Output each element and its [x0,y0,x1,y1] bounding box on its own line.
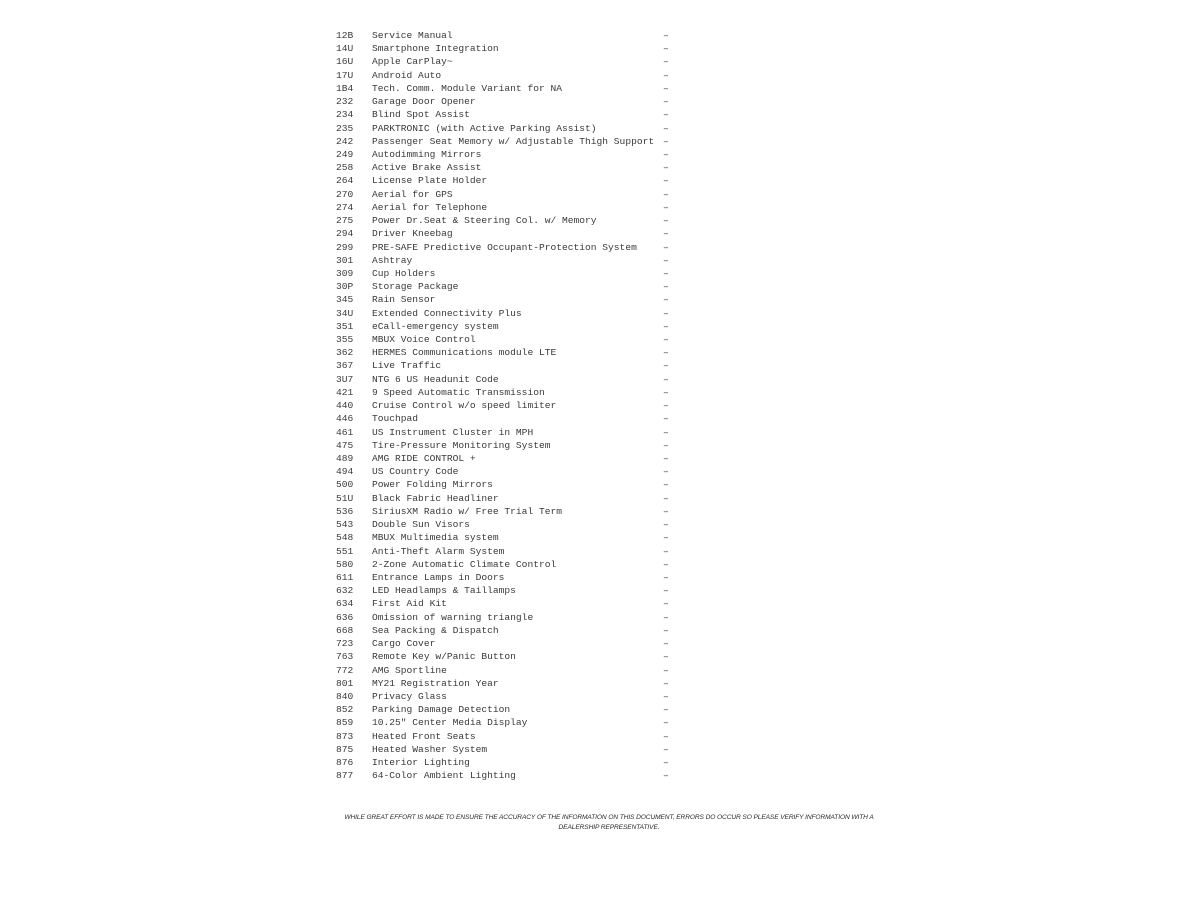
option-row [336,280,676,293]
option-code: 763 [336,651,354,663]
option-description: PRE-SAFE Predictive Occupant-Protection System [372,241,637,253]
option-code: 840 [336,690,354,702]
option-code: 611 [336,571,354,583]
option-price: – [663,426,669,438]
option-row [336,122,676,135]
option-code: 668 [336,624,354,636]
option-description: Cruise Control w/o speed limiter [372,400,557,412]
option-description: Black Fabric Headliner [372,492,499,504]
option-description: NTG 6 US Headunit Code [372,373,499,385]
option-description: MY21 Registration Year [372,677,499,689]
option-row [336,611,676,624]
option-price: – [663,598,669,610]
option-row [336,518,676,531]
option-description: 10.25" Center Media Display [372,717,528,729]
option-price: – [663,571,669,583]
option-row [336,624,676,637]
option-row [336,69,676,82]
option-description: First Aid Kit [372,598,447,610]
option-row [336,730,676,743]
option-code: 723 [336,638,354,650]
option-price: – [663,558,669,570]
option-description: 9 Speed Automatic Transmission [372,386,545,398]
option-row [336,254,676,267]
option-row [336,333,676,346]
option-code: 636 [336,611,354,623]
option-price: – [663,505,669,517]
option-row [336,465,676,478]
option-row [336,531,676,544]
option-description: Cargo Cover [372,638,436,650]
option-code: 51U [336,492,354,504]
option-row [336,95,676,108]
option-row [336,703,676,716]
option-price: – [663,334,669,346]
option-row [336,148,676,161]
option-description: SiriusXM Radio w/ Free Trial Term [372,505,562,517]
option-description: Power Folding Mirrors [372,479,493,491]
option-description: LED Headlamps & Taillamps [372,585,516,597]
option-code: 362 [336,347,354,359]
option-description: Heated Front Seats [372,730,476,742]
option-description: Parking Damage Detection [372,704,511,716]
option-description: US Country Code [372,466,459,478]
option-price: – [663,611,669,623]
option-code: 3U7 [336,373,354,385]
option-price: – [663,386,669,398]
option-code: 801 [336,677,354,689]
option-description: Privacy Glass [372,690,447,702]
option-price: – [663,664,669,676]
option-description: HERMES Communications module LTE [372,347,557,359]
option-row [336,29,676,42]
option-code: 772 [336,664,354,676]
option-row [336,267,676,280]
option-code: 367 [336,360,354,372]
option-code: 351 [336,320,354,332]
option-price: – [663,228,669,240]
option-price: – [663,254,669,266]
option-description: AMG Sportline [372,664,447,676]
option-description: MBUX Voice Control [372,334,476,346]
option-code: 345 [336,294,354,306]
option-price: – [663,519,669,531]
option-description: Apple CarPlay~ [372,56,453,68]
option-row [336,373,676,386]
option-description: 2-Zone Automatic Climate Control [372,558,557,570]
option-description: Tire-Pressure Monitoring System [372,439,551,451]
option-row [336,412,676,425]
option-code: 301 [336,254,354,266]
option-description: Driver Kneebag [372,228,453,240]
option-code: 30P [336,281,354,293]
option-price: – [663,453,669,464]
option-code: 859 [336,717,354,729]
option-row [336,161,676,174]
option-price: – [663,148,669,160]
option-price: – [663,413,669,425]
option-price: – [663,730,669,742]
option-price: – [663,466,669,478]
option-description: Extended Connectivity Plus [372,307,522,319]
option-price: – [663,704,669,716]
option-description: License Plate Holder [372,175,488,187]
option-row [336,320,676,333]
option-row [336,743,676,756]
option-price: – [663,638,669,650]
option-price: – [663,162,669,174]
option-description: Active Brake Assist [372,162,482,174]
option-row [336,307,676,320]
option-price: – [663,267,669,279]
option-row [336,439,676,452]
option-price: – [663,545,669,557]
option-price: – [663,690,669,702]
option-code: 235 [336,122,354,134]
option-row [336,42,676,55]
option-code: 275 [336,215,354,227]
option-price: – [663,122,669,134]
option-price: – [663,439,669,451]
option-row [336,346,676,359]
option-row [336,690,676,703]
option-code: 17U [336,69,354,81]
option-code: 494 [336,466,354,478]
option-row [336,359,676,372]
option-code: 875 [336,743,354,755]
option-code: 634 [336,598,354,610]
option-description: PARKTRONIC (with Active Parking Assist) [372,122,597,134]
option-code: 242 [336,135,354,147]
option-row [336,82,676,95]
option-code: 489 [336,453,354,464]
option-description: Heated Washer System [372,743,488,755]
option-description: Aerial for GPS [372,188,453,200]
option-code: 876 [336,757,354,769]
option-code: 232 [336,96,354,108]
option-description: Storage Package [372,281,459,293]
option-description: eCall-emergency system [372,320,499,332]
option-price: – [663,400,669,412]
option-description: Omission of warning triangle [372,611,534,623]
option-code: 234 [336,109,354,121]
option-price: – [663,56,669,68]
option-price: – [663,135,669,147]
option-price: – [663,532,669,544]
option-row [336,571,676,584]
option-description: Remote Key w/Panic Button [372,651,516,663]
option-code: 580 [336,558,354,570]
option-description: Blind Spot Assist [372,109,470,121]
option-description: MBUX Multimedia system [372,532,499,544]
disclaimer-text: WHILE GREAT EFFORT IS MADE TO ENSURE THE ACCURACY OF THE INFORMATION ON THIS DOCUMENT, ERRORS DO OCCUR SO PLEASE VERIFY INFORMATION WITH A DEALERSHIP REPRESENTATIVE. [344,814,874,831]
option-price: – [663,677,669,689]
option-code: 440 [336,400,354,412]
option-price: – [663,479,669,491]
option-code: 543 [336,519,354,531]
option-price: – [663,320,669,332]
option-code: 852 [336,704,354,716]
option-code: 270 [336,188,354,200]
option-code: 421 [336,386,354,398]
option-description: 64-Color Ambient Lighting [372,770,516,782]
option-row [336,214,676,227]
option-description: Anti-Theft Alarm System [372,545,505,557]
option-price: – [663,96,669,108]
option-code: 309 [336,267,354,279]
option-row [336,55,676,68]
option-row [336,399,676,412]
option-code: 264 [336,175,354,187]
option-row [336,637,676,650]
option-description: AMG RIDE CONTROL + [372,453,476,464]
option-price: – [663,492,669,504]
option-row [336,241,676,254]
option-description: Tech. Comm. Module Variant for NA [372,82,562,94]
option-code: 548 [336,532,354,544]
option-row [336,426,676,439]
option-row [336,505,676,518]
option-code: 551 [336,545,354,557]
option-price: – [663,188,669,200]
option-description: Live Traffic [372,360,442,372]
option-row [336,108,676,121]
option-price: – [663,770,669,782]
option-description: Autodimming Mirrors [372,148,482,160]
option-code: 299 [336,241,354,253]
option-price: – [663,757,669,769]
option-price: – [663,241,669,253]
option-code: 536 [336,505,354,517]
option-code: 877 [336,770,354,782]
option-description: Double Sun Visors [372,519,470,531]
option-price: – [663,585,669,597]
option-description: Ashtray [372,254,413,266]
option-price: – [663,624,669,636]
option-code: 632 [336,585,354,597]
option-description: Interior Lighting [372,757,470,769]
option-code: 258 [336,162,354,174]
option-row [336,386,676,399]
option-code: 274 [336,201,354,213]
option-row [336,188,676,201]
option-price: – [663,82,669,94]
option-description: Power Dr.Seat & Steering Col. w/ Memory [372,215,597,227]
option-code: 249 [336,148,354,160]
option-row [336,716,676,729]
option-code: 446 [336,413,354,425]
option-price: – [663,281,669,293]
option-row [336,545,676,558]
option-row [336,756,676,769]
option-price: – [663,743,669,755]
option-row [336,558,676,571]
option-price: – [663,69,669,81]
option-price: – [663,347,669,359]
option-code: 475 [336,439,354,451]
option-code: 461 [336,426,354,438]
option-description: Touchpad [372,413,419,425]
option-price: – [663,307,669,319]
option-row [336,452,676,465]
option-row [336,174,676,187]
option-description: Service Manual [372,30,453,41]
option-price: – [663,175,669,187]
option-price: – [663,294,669,306]
option-code: 14U [336,43,354,55]
option-row [336,135,676,148]
option-price: – [663,215,669,227]
option-code-list [336,29,676,782]
option-row [336,664,676,677]
option-description: Cup Holders [372,267,436,279]
option-price: – [663,651,669,663]
option-code: 12B [336,30,354,41]
option-description: Garage Door Opener [372,96,476,108]
option-code: 16U [336,56,354,68]
option-description: Smartphone Integration [372,43,499,55]
option-row [336,227,676,240]
option-price: – [663,201,669,213]
option-description: Android Auto [372,69,442,81]
option-price: – [663,717,669,729]
option-description: Aerial for Telephone [372,201,488,213]
option-code: 500 [336,479,354,491]
option-description: Entrance Lamps in Doors [372,571,505,583]
option-code: 294 [336,228,354,240]
option-row [336,492,676,505]
option-code: 355 [336,334,354,346]
option-description: US Instrument Cluster in MPH [372,426,534,438]
option-price: – [663,43,669,55]
option-row [336,769,676,782]
option-description: Sea Packing & Dispatch [372,624,499,636]
option-row [336,201,676,214]
option-row [336,597,676,610]
option-price: – [663,360,669,372]
option-code: 873 [336,730,354,742]
option-description: Passenger Seat Memory w/ Adjustable Thigh Support [372,135,655,147]
option-price: – [663,30,669,41]
option-code: 34U [336,307,354,319]
option-code: 1B4 [336,82,354,94]
option-price: – [663,109,669,121]
option-row [336,677,676,690]
option-row [336,584,676,597]
option-row [336,650,676,663]
option-row [336,293,676,306]
option-row [336,478,676,491]
option-price: – [663,373,669,385]
option-description: Rain Sensor [372,294,436,306]
